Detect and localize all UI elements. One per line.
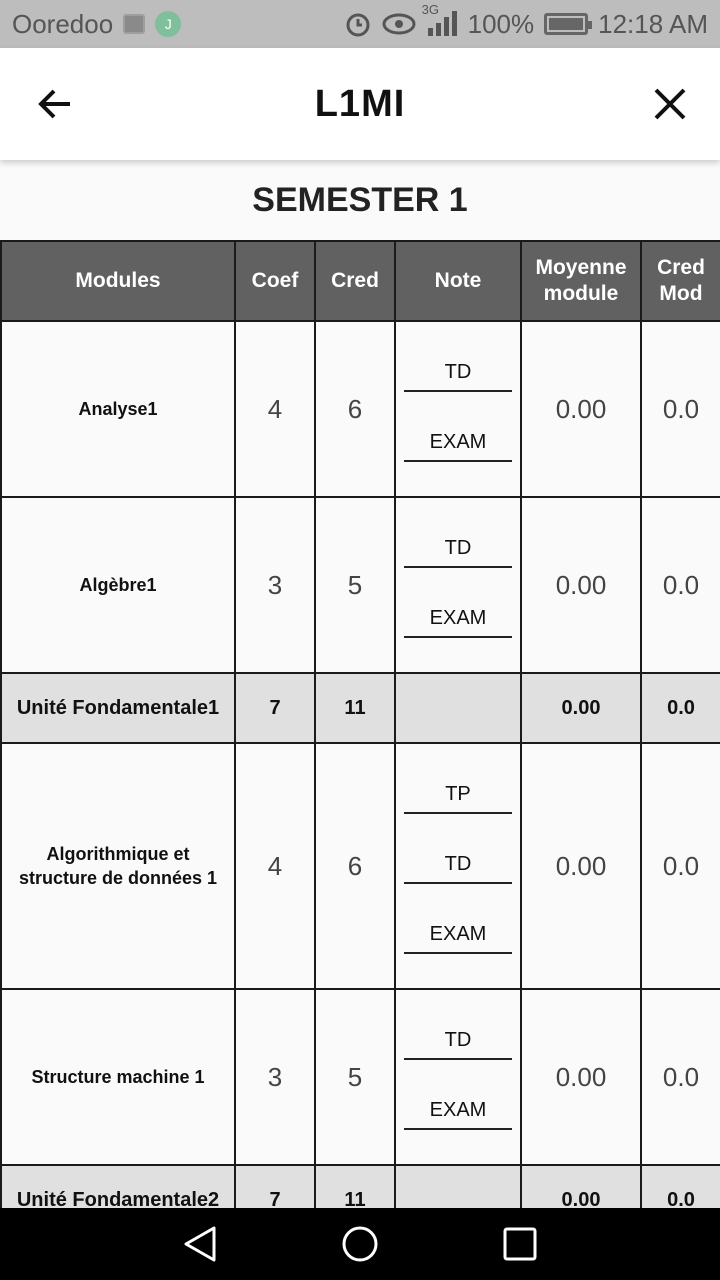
header-modules: Modules — [1, 241, 235, 321]
module-coef: 3 — [235, 497, 315, 673]
header-coef: Coef — [235, 241, 315, 321]
unit-coef: 7 — [235, 673, 315, 743]
module-coef: 4 — [235, 321, 315, 497]
note-exam-input[interactable]: EXAM — [404, 568, 512, 638]
network-type: 3G — [421, 2, 439, 17]
note-td-input[interactable]: TD — [404, 998, 512, 1060]
clock: 12:18 AM — [598, 8, 708, 39]
note-td-input[interactable]: TD — [404, 814, 512, 884]
note-exam-input[interactable]: EXAM — [404, 392, 512, 462]
nav-back-icon[interactable] — [180, 1224, 220, 1264]
note-exam-input[interactable]: EXAM — [404, 884, 512, 954]
module-cred-mod: 0.0 — [641, 989, 720, 1165]
module-cred-mod: 0.0 — [641, 497, 720, 673]
table-header-row — [1, 241, 720, 321]
status-bar — [0, 0, 720, 48]
battery-icon — [544, 13, 588, 35]
page-title: L1MI — [314, 82, 406, 125]
module-moyenne: 0.00 — [521, 497, 641, 673]
module-name: Algorithmique et structure de données 1 — [1, 743, 235, 989]
unit-summary-row — [1, 673, 720, 743]
nav-home-icon[interactable] — [340, 1224, 380, 1264]
note-cell — [395, 497, 521, 673]
module-coef: 3 — [235, 989, 315, 1165]
module-cred: 6 — [315, 321, 395, 497]
note-cell — [395, 989, 521, 1165]
module-moyenne: 0.00 — [521, 321, 641, 497]
unit-moyenne: 0.00 — [521, 1165, 641, 1208]
module-name: Analyse1 — [1, 321, 235, 497]
grades-table — [0, 240, 720, 1208]
unit-cred: 11 — [315, 1165, 395, 1208]
close-icon[interactable] — [650, 84, 690, 124]
unit-cred-mod: 0.0 — [641, 673, 720, 743]
image-notification-icon — [123, 14, 145, 34]
note-tp-input[interactable]: TP — [404, 752, 512, 814]
unit-cred: 11 — [315, 673, 395, 743]
module-cred-mod: 0.0 — [641, 321, 720, 497]
unit-note — [395, 1165, 521, 1208]
back-arrow-icon[interactable] — [36, 84, 76, 124]
header-moyenne: Moyenne module — [521, 241, 641, 321]
app-notification-icon: J — [155, 11, 181, 37]
header-note: Note — [395, 241, 521, 321]
note-td-input[interactable]: TD — [404, 506, 512, 568]
unit-cred-mod: 0.0 — [641, 1165, 720, 1208]
table-row — [1, 743, 720, 989]
eye-icon — [382, 12, 416, 36]
alarm-icon — [344, 10, 372, 38]
module-name: Algèbre1 — [1, 497, 235, 673]
carrier-name: Ooredoo — [12, 8, 114, 39]
table-row — [1, 497, 720, 673]
note-td-input[interactable]: TD — [404, 330, 512, 392]
header-cred-mod: Cred Mod — [641, 241, 720, 321]
nav-recents-icon[interactable] — [500, 1224, 540, 1264]
table-row — [1, 989, 720, 1165]
unit-note — [395, 673, 521, 743]
battery-percent: 100% — [467, 8, 535, 39]
note-cell — [395, 321, 521, 497]
header-cred: Cred — [315, 241, 395, 321]
note-cell — [395, 743, 521, 989]
module-cred: 5 — [315, 989, 395, 1165]
module-moyenne: 0.00 — [521, 989, 641, 1165]
unit-moyenne: 0.00 — [521, 673, 641, 743]
system-nav-bar — [0, 1208, 720, 1280]
unit-coef: 7 — [235, 1165, 315, 1208]
unit-name: Unité Fondamentale2 — [1, 1165, 235, 1208]
module-cred: 5 — [315, 497, 395, 673]
table-row — [1, 321, 720, 497]
module-cred: 6 — [315, 743, 395, 989]
unit-summary-row — [1, 1165, 720, 1208]
app-bar — [0, 48, 720, 160]
unit-name: Unité Fondamentale1 — [1, 673, 235, 743]
note-exam-input[interactable]: EXAM — [404, 1060, 512, 1130]
module-cred-mod: 0.0 — [641, 743, 720, 989]
module-coef: 4 — [235, 743, 315, 989]
module-moyenne: 0.00 — [521, 743, 641, 989]
semester-title: SEMESTER 1 — [252, 180, 468, 219]
module-name: Structure machine 1 — [1, 989, 235, 1165]
semester-content[interactable] — [0, 160, 720, 1208]
